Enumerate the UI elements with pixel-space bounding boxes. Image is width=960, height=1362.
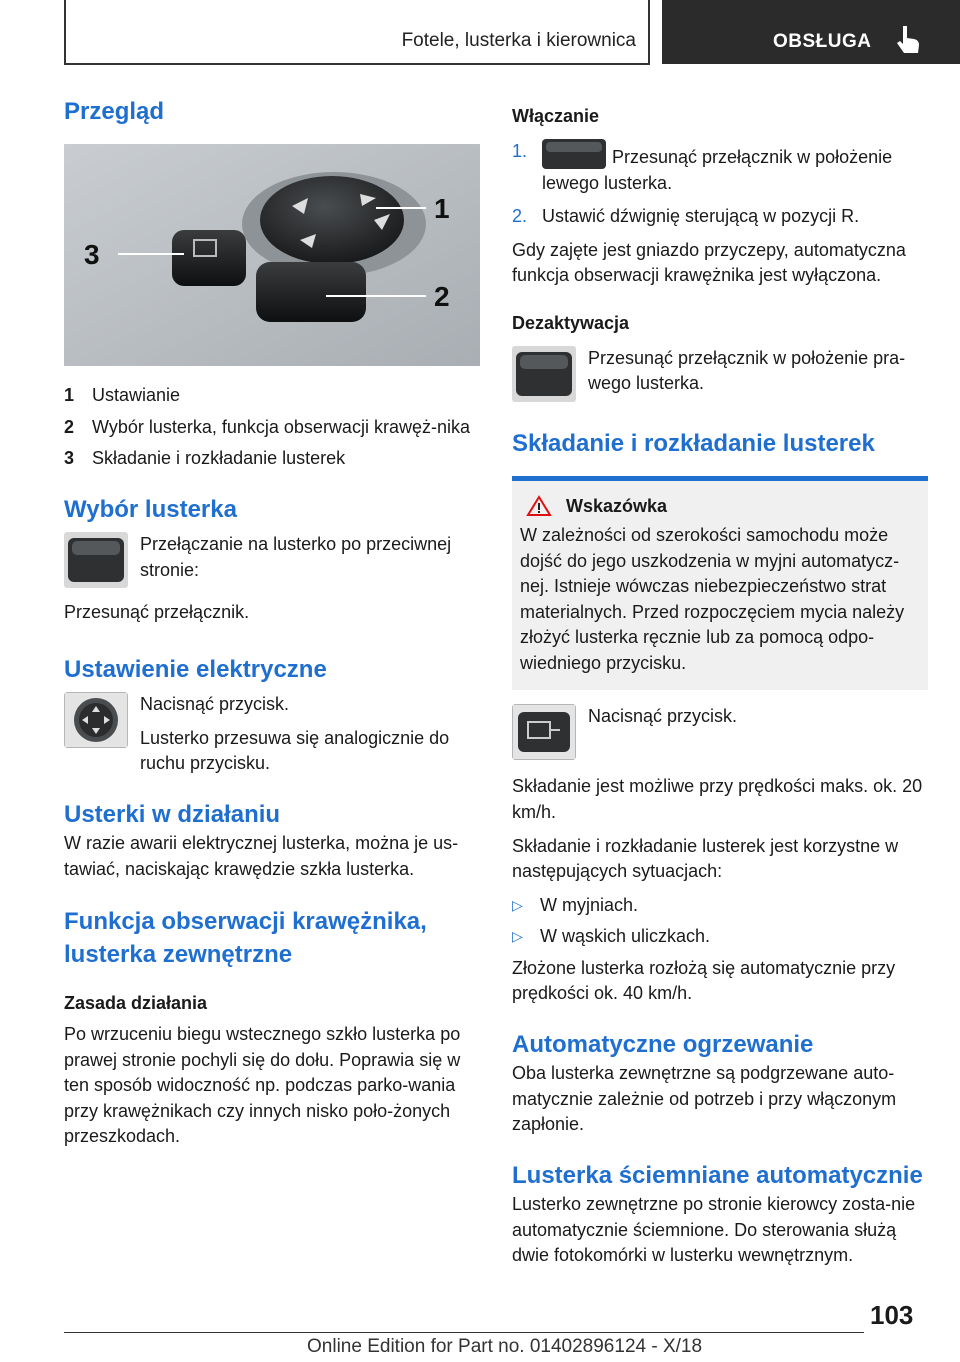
left-column: Przegląd 1 2 3 1 Ustawianie 2 Wybór lusterka, funkcja obserwacji krawęż-nika 3 Składanie i rozkładanie lusterek Wybór lusterka Przełączanie na lusterko po przeciwnej stronie: Przesunąć przełącznik. Ustawienie elektryczne Nacisnąć przycisk. Lusterko przesuwa się analogicznie do ruchu przycisku. Usterki w działaniu W razie awarii elektrycznej lusterka, można je us-tawiać, naciskając krawędzie szkła lusterka. Funkcja obserwacji krawężnika, lusterka zewnętrzne Zasada działania Po wrzuceniu biegu wstecznego szkło lusterka po prawej stronie pochyli się do dołu. Poprawia się w ten sposób widoczność np. podczas parko-wania przy krawężnikach czy innych nisko poło-żonych przeszkodach. (64, 96, 480, 1150)
chapter-title: Fotele, lusterka i kierownica (401, 30, 636, 51)
overview-legend (64, 383, 480, 472)
figure-label-2: 2 (434, 281, 450, 313)
switch-button-icon (512, 346, 576, 402)
header-bottom-rule (64, 63, 650, 65)
section-tab-label: OBSŁUGA (773, 31, 872, 52)
electric-row: Nacisnąć przycisk. Lusterko przesuwa się analogicznie do ruchu przycisku. (64, 692, 480, 777)
hand-pointer-icon (894, 24, 922, 56)
heading-overview: Przegląd (64, 98, 165, 125)
bullet-triangle-icon: ▷ (512, 896, 523, 913)
list-item: 2 Wybór lusterka, funkcja obserwacji krawęż-nika (64, 416, 470, 437)
heading-folding: Składanie i rozkładanie lusterek (512, 429, 875, 457)
figure-label-3: 3 (84, 239, 100, 271)
switch-button-icon (542, 139, 606, 169)
fold-button-row: Nacisnąć przycisk. (512, 704, 932, 760)
fold-mirror-button-icon (512, 704, 576, 760)
figure-label-1: 1 (434, 193, 450, 225)
step-item: 2. Ustawić dźwignię sterującą w pozycji R. (512, 206, 860, 227)
heading-faults: Usterki w działaniu (64, 801, 281, 828)
footer-rule (64, 1332, 864, 1333)
step-item: 1. Przesunąć przełącznik w położenie lewego lusterka. (512, 141, 893, 193)
switch-button-icon (64, 532, 128, 588)
disable-row: Przesunąć przełącznik w położenie pra-wego lusterka. (512, 346, 932, 402)
heading-dimming: Lusterka ściemniane automatycznie (512, 1161, 923, 1189)
list-item: ▷ W myjniach. (512, 893, 932, 919)
header-right-rule (648, 0, 650, 64)
edition-note: Online Edition for Part no. 01402896124 - X/18 (307, 1336, 703, 1357)
subheading-disable: Dezaktywacja (512, 312, 630, 333)
warning-box (512, 476, 928, 690)
heading-electric: Ustawienie elektryczne (64, 655, 327, 683)
subheading-enable: Włączanie (512, 106, 600, 126)
subheading-principle: Zasada działania (64, 993, 208, 1014)
page-number: 103 (870, 1300, 914, 1330)
bullet-triangle-icon: ▷ (512, 928, 523, 945)
joystick-button-icon (64, 692, 128, 748)
heading-curb: Funkcja obserwacji krawężnika, lusterka zewnętrzne (64, 908, 427, 968)
list-item: 3 Składanie i rozkładanie lusterek (64, 448, 346, 469)
heading-heating: Automatyczne ogrzewanie (512, 1030, 814, 1058)
heading-mirror-select: Wybór lusterka (64, 496, 237, 524)
mirror-select-row: Przełączanie na lusterko po przeciwnej stronie: (64, 532, 480, 588)
warning-text: W zależności od szerokości samochodu może dojść do jego uszkodzenia w myjni automatycz-nej. Istnieje wówczas niebezpieczeństwo strat materialnych. Przed rozpoczęciem mycia należy złożyć lusterka ręcznie lub za pomocą odpo-wiedniego przycisku. (520, 525, 905, 673)
mirror-control-photo (64, 144, 480, 366)
list-item: 1 Ustawianie (64, 385, 181, 406)
warning-triangle-icon (526, 495, 552, 517)
enable-steps (512, 139, 932, 230)
warning-title: Wskazówka (566, 495, 668, 516)
folding-bullets (512, 893, 932, 950)
list-item: ▷ W wąskich uliczkach. (512, 924, 932, 950)
right-column: Włączanie 1. Przesunąć przełącznik w położenie lewego lusterka. 2. Ustawić dźwignię sterującą w pozycji R. Gdy zajęte jest gniazdo przyczepy, automatyczna funkcja obserwacji krawężnika jest wyłączona. Dezaktywacja Przesunąć przełącznik w położenie pra-wego lusterka. Składanie i rozkładanie lusterek Wskazówka W zależności od szerokości samochodu może dojść do jego uszkodzenia w myjni automatycz-nej. Istnieje wówczas niebezpieczeństwo strat materialnych. Przed rozpoczęciem mycia należy złożyć lusterka ręcznie lub za pomocą odpo-wiedniego przycisku. Nacisnąć przycisk. Składanie jest możliwe przy prędkości maks. ok. 20 km/h. Składanie i rozkładanie lusterek jest korzystne w następujących sytuacjach: ▷ W myjniach. ▷ W wąskich uliczkach. Złożone lusterka rozłożą się automatycznie przy prędkości ok. 40 km/h. Automatyczne ogrzewanie Oba lusterka zewnętrzne są podgrzewane auto-matycznie zależnie od potrzeb i przy włączonym zapłonie. Lusterka ściemniane automatycznie Lusterko zewnętrzne po stronie kierowcy zosta-nie automatycznie ściemnione. Do sterowania służą dwie fotokomórki w lusterku wewnętrznym. (512, 96, 932, 1269)
